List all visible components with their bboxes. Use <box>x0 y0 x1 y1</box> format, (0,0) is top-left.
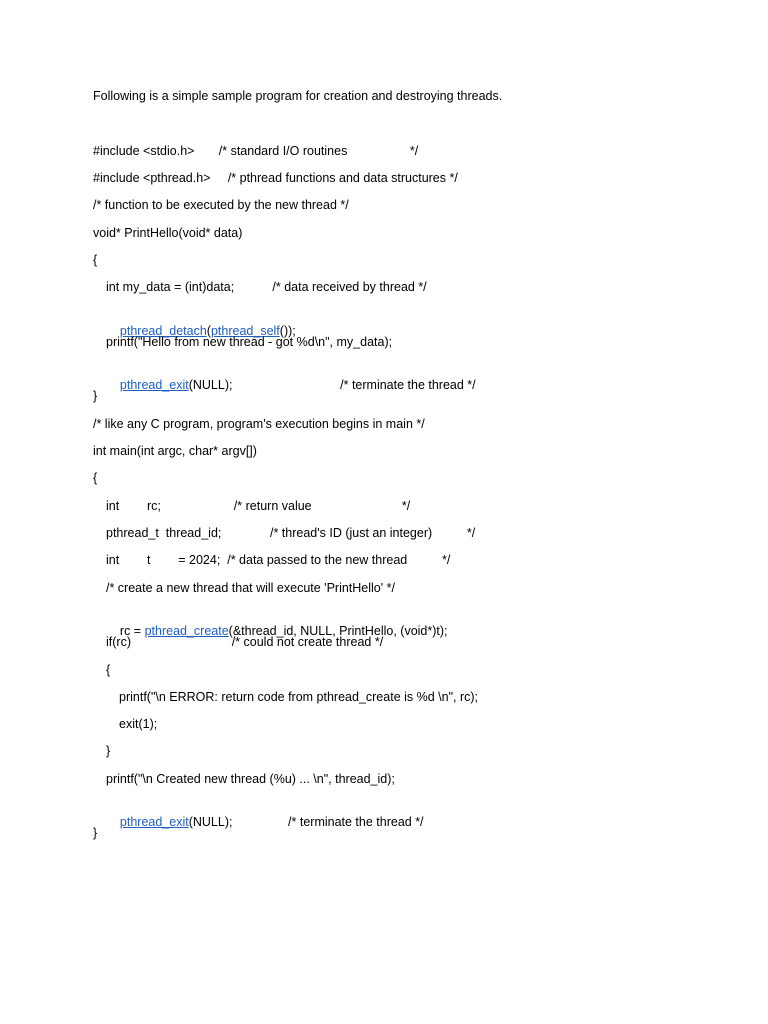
code-line-include-pthread: #include <pthread.h> /* pthread functions and data structures */ <box>93 171 458 185</box>
code-line-printf-error: printf("\n ERROR: return code from pthread_create is %d \n", rc); <box>119 690 479 704</box>
code-line-printf-created: printf("\n Created new thread (%u) ... \n", thread_id); <box>106 772 395 786</box>
code-line-if-close-brace: } <box>106 744 111 758</box>
code-text: (NULL); /* terminate the thread */ <box>188 815 424 829</box>
code-text: ()); <box>279 324 296 338</box>
code-line-my-data: int my_data = (int)data; /* data received by thread */ <box>106 280 427 294</box>
pthread-self-link[interactable]: pthread_self <box>210 324 280 338</box>
code-line-close-brace: } <box>93 389 98 403</box>
code-line-main-close-brace: } <box>93 826 98 840</box>
code-line-t-decl: int t = 2024; /* data passed to the new thread */ <box>106 553 451 567</box>
code-text: (&thread_id, NULL, PrintHello, (void*)t); <box>228 624 448 638</box>
code-line-comment-main: /* like any C program, program's execution begins in main */ <box>93 417 425 431</box>
pthread-exit-link[interactable]: pthread_exit <box>119 378 189 392</box>
code-line-main-signature: int main(int argc, char* argv[]) <box>93 444 257 458</box>
pthread-create-link[interactable]: pthread_create <box>144 624 229 638</box>
code-text: (NULL); /* terminate the thread */ <box>188 378 476 392</box>
code-line-open-brace: { <box>93 253 98 267</box>
code-line-printf-hello: printf("Hello from new thread - got %d\n", my_data); <box>106 335 393 349</box>
code-line-create <box>106 607 448 638</box>
code-line-main-open-brace: { <box>93 471 98 485</box>
code-line-printhello-signature: void* PrintHello(void* data) <box>93 226 243 240</box>
code-line-exit-thread <box>106 361 476 392</box>
pthread-detach-link[interactable]: pthread_detach <box>119 324 207 338</box>
code-text: rc = <box>119 624 145 638</box>
pthread-exit-link-main[interactable]: pthread_exit <box>119 815 189 829</box>
code-line-include-stdio: #include <stdio.h> /* standard I/O routines */ <box>93 144 419 158</box>
code-line-detach <box>106 307 296 338</box>
code-line-thread-id-decl: pthread_t thread_id; /* thread's ID (just an integer) */ <box>106 526 476 540</box>
intro-paragraph: Following is a simple sample program for creation and destroying threads. <box>93 89 503 103</box>
code-line-comment-create: /* create a new thread that will execute 'PrintHello' */ <box>106 581 395 595</box>
code-line-exit: exit(1); <box>119 717 158 731</box>
code-line-rc-decl: int rc; /* return value */ <box>106 499 411 513</box>
code-line-comment-function: /* function to be executed by the new thread */ <box>93 198 349 212</box>
code-line-if-open-brace: { <box>106 663 111 677</box>
code-text: ( <box>206 324 211 338</box>
code-line-main-exit <box>106 798 424 829</box>
code-line-if-rc: if(rc) /* could not create thread */ <box>106 635 384 649</box>
